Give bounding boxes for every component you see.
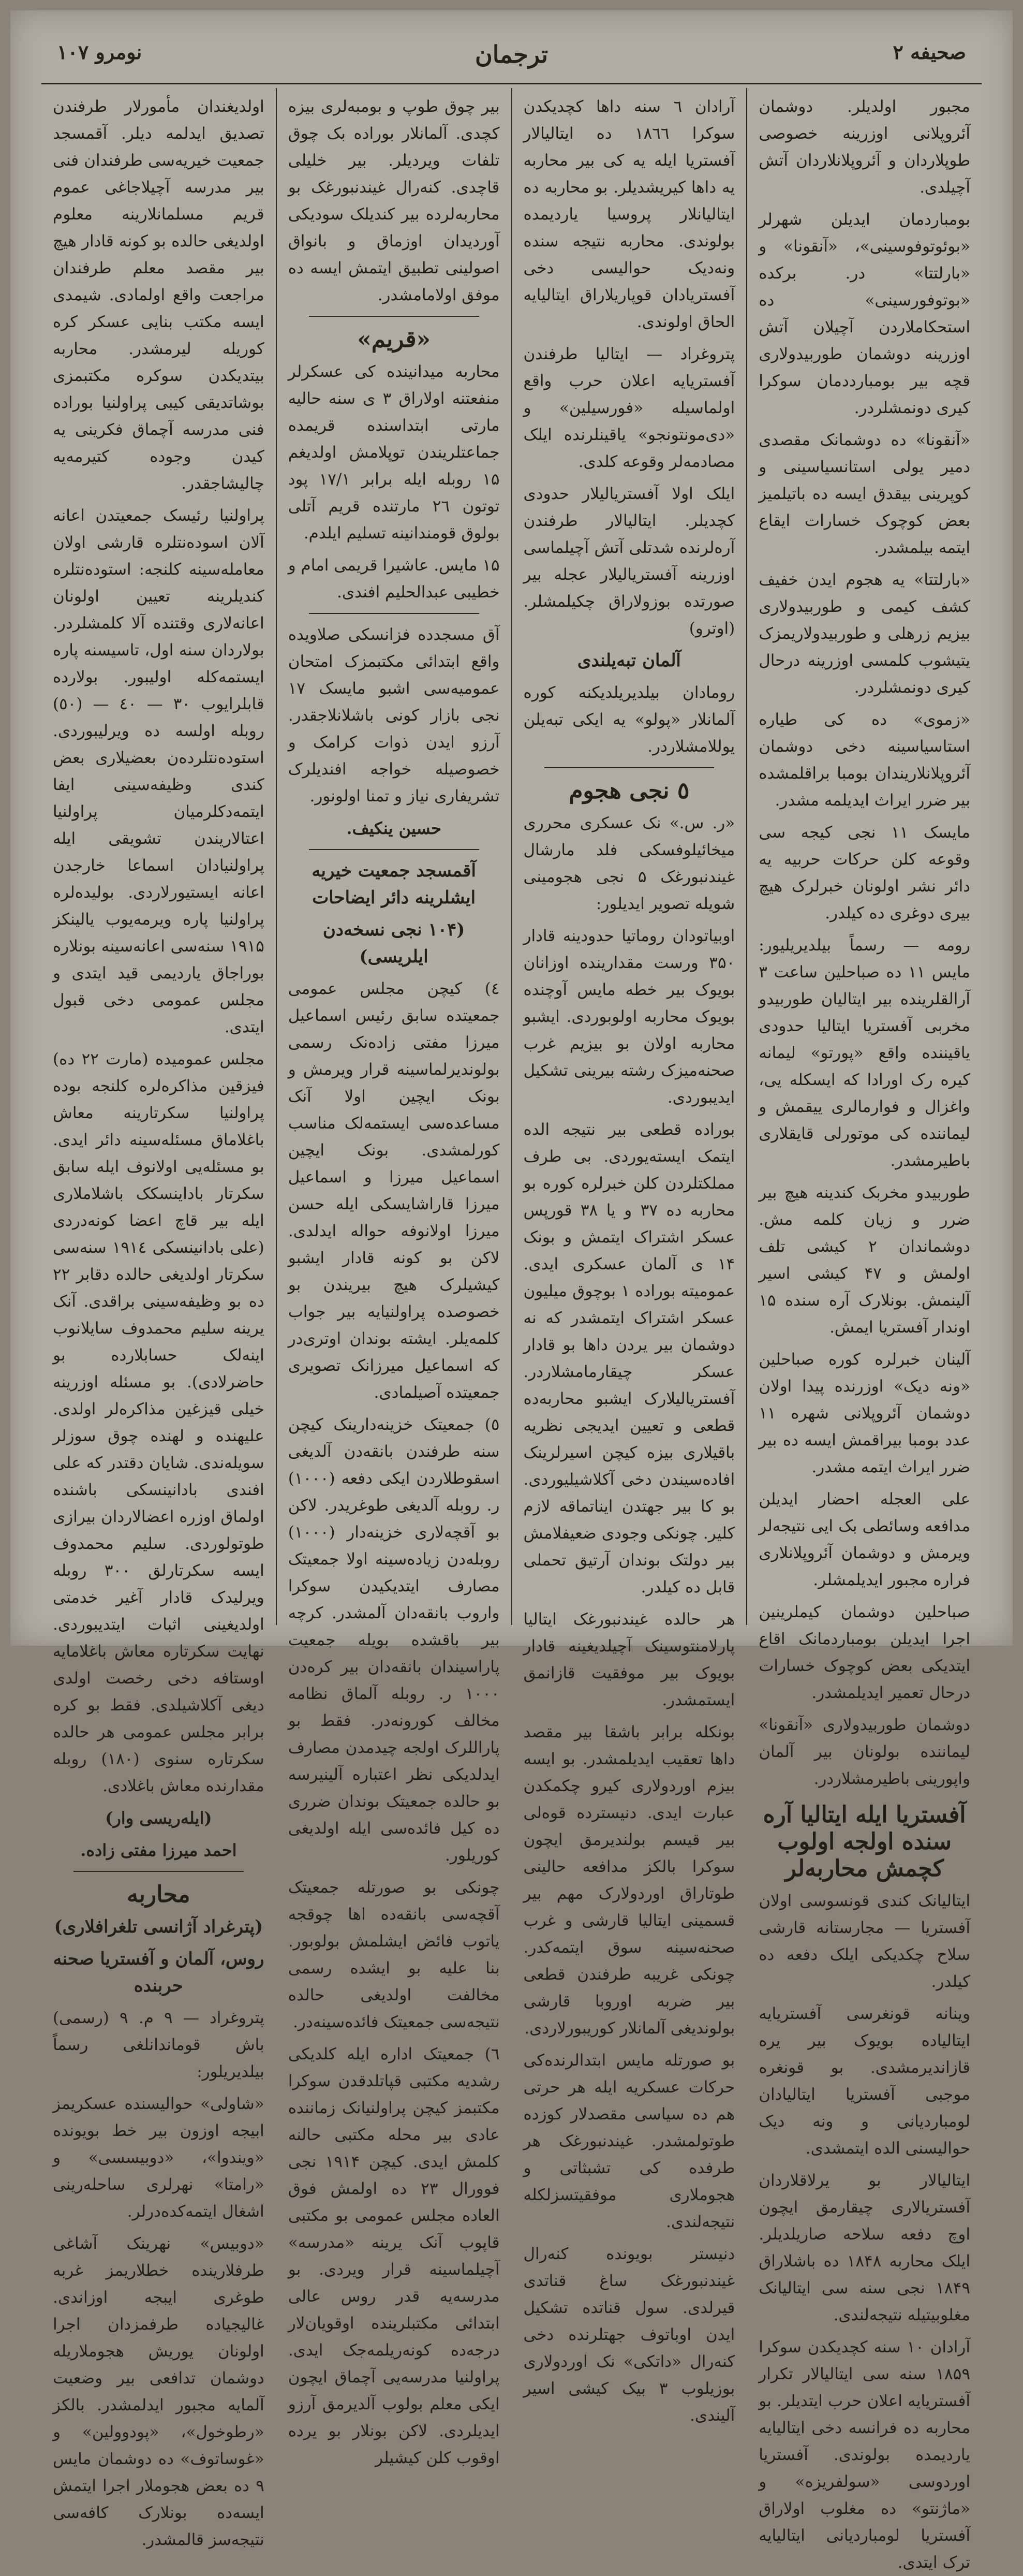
column-2 <box>511 88 747 2425</box>
section-title: آقمسجد جمعیت خیریه ایشلرینه دائر ایضاحات <box>312 860 476 908</box>
article-paragraph: بومباردمان ایدیلن شهرلر «بوئوتوفوسینی»، «آنقونا» و «بارلتتا» در. برکده «بوتوفورسینی» ده استحکاملاردن آچیلان آتش اوزرینه دوشمان طوربیدولاری قچه بیر بومبارددمان سوکرا کیری دونمشلردر. <box>759 210 970 417</box>
notice-paragraph: آق مسجدده فزانسکی صلاویده واقع ابتدائی مکتبمزک امتحان عمومیه‌سی اشبو مایسک ۱۷ نجی بازار کونی باشلانلاجقدر. آرزو ایدن ذوات کرامک و خصوصیله خواجه افندیلرک تشریفاری نیاز و تمنا اولونور. <box>288 625 500 806</box>
column-3 <box>276 88 511 2467</box>
article-paragraph: «زموی» ده کی طیاره استاسیاسینه دخی دوشمان آئروپلانلاریندان بومبا براقلمشده بیر ضرر ایراث ایدیلمه مشدر. <box>759 710 970 810</box>
article-paragraph: ایتالیالار بو یرلاقلاردان آفستریالاری چیقارمق ایچون اوچ دفعه سلاحه صاریلدیلر. ایلک محاربه ۱۸۴۸ ده باشلاراق ۱۸۴۹ نجی سنه سی ایتالیانک مغلوبیتیله نتیجه‌لندی. <box>759 2171 970 2324</box>
article-paragraph: چونکی بو صورتله جمعیتک آقچه‌سی بانقه‌ده اها چوقجه یاتوب فائض ایشلمش بولوبور. بنا علیه بو ایشده رسمی مخالفت اولدیغی حالده نتیجه‌سی جمعیتک فائده‌سینه‌در. <box>288 1878 500 2031</box>
section-title: آفستریا ایله ایتالیا آره سنده اولجه اولوب کچمش محاربه‌لر <box>763 1802 966 1882</box>
page-header <box>41 26 982 84</box>
column-1 <box>746 88 982 2572</box>
newspaper-title: ترجمان <box>475 40 548 68</box>
column-4 <box>41 88 276 2549</box>
columns <box>41 88 982 2572</box>
article-paragraph: «بارلتتا» یه هجوم ایدن خفیف کشف کیمی و طوربیدولاری بیزیم زرهلی و طوربیدولاریمزک یتیشوب کلمسی اوزرینه درحال کیری دونمشلردر. <box>759 570 970 697</box>
article-paragraph: هر حالده غیندنبورغک ایتالیا پارلامنتوسینک آچیلدیغینه قادار بویوک بیر موفقیت قازانمق ایستمشدر. <box>523 1610 735 1709</box>
divider <box>309 613 479 614</box>
article-paragraph: علی العجله احضار ایدیلن مدافعه وسائطی بک ایی نتیجه‌لر ویرمش و دوشمان آئروپلانلاری فراره مجبور ایدیلمشلر. <box>759 1490 970 1589</box>
article-paragraph: اوبیاتودان روماتیا حدودینه قادار ۳۵۰ ورست مقدارینده اوزانان بویوک بیر خطه مایس آوچنده بویوک محاربه اولوبوردی. ایشبو محاربه اولان بو بیزیم غرب صحنه‌میزک رشته بیرینی تشکیل ایدیبوردی. <box>523 927 735 1107</box>
article-paragraph: بوراده قطعی بیر نتیجه الده ایتمک ایسته‌یوردی. بی طرف مملکتلردن کلن خبرلره کوره بو محاربه ده ۳۷ و یا ۳۸ قورپس عسکر اشتراک ایتمش و بونک ۱۴ ی آلمان عسکری ایدی. عمومیته بوراده ۱ بوچوق میلیون عسکر اشتراک ایتمشدر که نه دوشمان بیر یردن داها بو قادار عسکر چیقارمامشلاردر. آفستریالیلارک ایشبو محاربه‌ده قطعی و تعیین ایدیجی نظریه باقیلاری بیزه کیچن اسیرلرینک افاده‌سیندن دخی آکلاشیلیوردی. بو کا بیر جهتدن ایناتماقه لازم کلیر. چونکی وجودی ضعیفلامش بیر دولتک بوندان آرتیق تحملی قابل ده کیلدر. <box>523 1120 735 1597</box>
article-paragraph: ایتالیانک کندی قونسوسی اولان آفستریا — مجارستانه قارشی سلاح چکدیکی ایلک دفعه ده کیلدر. <box>759 1892 970 1991</box>
article-paragraph: اولدیغندان مأمورلار طرفندن تصدیق ایدلمه دیلر. آقمسجد جمعیت خیریه‌سی طرفندان فنی بیر مدرسه آچیلاجاغی عموم قریم مسلمانلارینه معلوم اولدیغی حالده بو کونه قادار هیچ بیر مقصد معلم طرفندان مراجعت واقع اولمادی. شیمدی ایسه مکتب بنایی عسکر کره کوریله لیرمشدر. محاربه بیتدیکدن سوکره مکتبمزی بوشاتدیقی کیبی پراولنیا بوراده فنی مدرسه آچماق فکرینی یه کیدن وجوده کتیرمه‌یه چالیشاجقدر. <box>53 97 264 493</box>
article-paragraph: «دوبیس» نهرینک آشاغی طرفلارینده خطلاریمز غربه طوغری ایبجه اوزاندی. غالیجیاده طرفمزدان اجرا اولونان یوریش هجوملاریله دوشمان تدافعی بیر وضعیت آلمایه مجبور ایدلمشدر. بالکز «رطوخول»، «پودوولین» و «غوساتوف» ده دوشمان مایس ۹ ده بعض هجوملار اجرا ایتمش ایسه‌ده بونلارک کافه‌سی نتیجه‌سز قالمشدر. <box>53 2234 264 2549</box>
article-paragraph: آرادان ٦ سنه داها کچدیکدن سوکرا ۱۸٦٦ ده ایتالیالار آفستریا ایله یه کی بیر محاربه یه داها کیریشدیلر. بو محاربه ده ایتالیانلار پروسیا یاردیمده بولوندی. محاربه نتیجه سنده ونه‌دیک حوالیسی دخی آفستریادان قوپاریلاراق ایتالیایه الحاق اولوندی. <box>523 97 735 331</box>
notice-signature: حسین ینکیف. <box>346 818 441 838</box>
issue-number: نومرو ١٠٧ <box>57 40 142 64</box>
article-paragraph: دوشمان طوربیدولاری «آنقونا» لیماننده بولونان بیر آلمان واپورینی باطیرمشلاردر. <box>759 1716 970 1788</box>
article-paragraph: دنیستر بویونده کنه‌رال غیندنبورغک ساغ قناتدی قیرلدی. سول قناتده تشکیل ایدن اوباتوف جهتلرنده دخی کنه‌رال «داتکی» نک اوردولاری بوزیلوب ۳ بیک کیشی اسیر آلیندی. <box>523 2245 735 2425</box>
article-paragraph: وینانه قونغرسی آفستریایه ایتالیاده بویوک بیر یره قازاندیرمشدی. بو قونغره موجبی آفستریا ایتالیادان لومباردیانی و ونه دیک حوالیسنی الده ایتمشدی. <box>759 2004 970 2158</box>
article-paragraph: آرادان ۱۰ سنه کچدیکدن سوکرا ۱۸۵۹ سنه سی ایتالیالار تکرار آفستریایه اعلان حرب ایتدیلر. بو محاربه ده فرانسه دخی ایتالیایه یاردیمده بولوندی. آفستریا اوردوسی «سولفریزه» و «ماژنتو» ده مغلوب اولاراق آفستریا لومباردیانی ایتالیایه ترک ایتدی. <box>759 2338 971 2572</box>
article-paragraph: ایلک اولا آفستریالیلار حدودی کچدیلر. ایتالیالار طرفندن آره‌لرنده شدتلی آتش آچیلماسی اوزرینه آفستریالیلار عجله بیر صورتده بوزولاراق چکیلمشلر. (اوترو) <box>523 485 735 638</box>
sub-title: آلمان تبه‌یلندی <box>577 650 681 671</box>
article-paragraph: مجلس عمومیده (مارت ۲۲ ده) فیزقین مذاکره‌لره کلنجه بوده پراولنیا سکرتارینه معاش باغلاماق مسئله‌سینه دائر ایدی. بو مسئله‌یی اولانوف ایله سابق سکرتار باداینسکک باشلاملاری ایله بیر قاچ اعضا کونه‌دردی (علی بادانینسکی ۱۹۱٤ سنه‌سی سکرتار اولدیغی حالده دقابر ۲۲ ده بو وظیفه‌سینی براقدی. آنک یرینه سلیم محمدوف سایلانوب اینه‌لک حسابلارده بو حاضرلادی). بو مسئله اوزرینه خیلی قیزغین مذاکره‌لر اولدی. علیهنده و لهنده چوق سوزلر سویله‌ندی. شایان دقتدر که علی افندی بادانینسکی باشنده اولماق اوزره اعضالاردان بیرازی طوتولوردی. سلیم محمدوف ایسه سکرتارلق ۳۰۰ روبله ویرلیدک قادار آغیر خدمتی اولدیغینی اثبات ایتدیبوردی. نهایت سکرتاره معاش باغلامایه اوستافه دخی رخصت اولدی دیغی آکلاشیلدی. فقط بو کره برابر مجلس عمومی هر حالده سکرتاره سنوی (۱۸۰) روبله مقدارنده معاش باغلادی. <box>53 1050 264 1795</box>
continued-note: (ایله‌ریسی وار) <box>105 1808 212 1828</box>
article-paragraph: مجبور اولدیلر. دوشمان آئروپلانی اوزرینه خصوصی طوپلاردان و آئروپلانلاردان آتش آچیلدی. <box>759 97 970 197</box>
page-label: صحیفه ۲ <box>893 40 966 64</box>
article-paragraph: رومه — رسماً بیلدیریلیور: مایس ۱۱ ده صباحلین ساعت ۳ آرالقلرینده بیر ایتالیان طوربیدو مخربی آفستریا ایتالیا حدودی یاقیننده واقع «پورتو» لیمانه کیره رک اورادا که ایسکله یی، واغزال و فوارمالری ییقمش و لیماننده کی موتورلی قایقلاری باطیرمشدر. <box>759 936 970 1170</box>
article-paragraph: پتروغراد — ۹ م. ۹ (رسمی) باش قوماندانلغی رسماً بیلدیریلور: <box>53 2009 264 2081</box>
article-paragraph: ٦) جمعیتک اداره ایله کلدیکی رشدیه مکتبی قپاتلدقدن سوکرا مکتبمز کیچن پراولنیانک زماننده عادی بیر محله مکتبی حالنه کلمش ایدی. کیچن ۱۹۱۴ نجی فوورال ۲۳ ده اولمش فوق العاده مجلس عمومی بو مکتبی قاپوب آنک یرینه «مدرسه» آچیلماسینه قرار ویردی. بو مدرسه‌یه قدر روس عالی ابتدائی مکتبلرینده اوقویان‌لار درجه‌ده کونه‌ریلمه‌جک ایدی. پراولنیا مدرسه‌یی آچماق ایچون ایکی معلم بولوب آلدیرمق آرزو ایدیلردی. لاکن بونلار بو یرده اوقوب کلن کیشیلر <box>288 2045 500 2467</box>
section-subtitle: (۱۰۴ نجی نسخه‌دن ایلریسی) <box>322 919 465 967</box>
article-paragraph: بونکله برابر باشقا بیر مقصد داها تعقیب ایدیلمشدر. بو ایسه بیزم اوردولاری کیرو چکمکدن عبارت ایدی. دنیسترده قوه‌لی بیر قیسم بولندیرمق ایچون سوکرا بالکز مدافعه حالینی طوتاراق اوردولارک مهم بیر قسمینی ایتالیا قارشی و غرب صحنه‌سینه سوق ایتمه‌کدر. چونکی غریبه طرفندن قطعی بیر ضربه اوروبا قارشی بولوندیغی آلمانلار کوریبورلاردی. <box>523 1723 735 2038</box>
article-paragraph: محاربه میدانینده کی عسکرلر منفعتنه اولاراق ۳ ی سنه حالیه مارتی ابتداسنده قریمده جماعتلریندن توپلامش اولدیغم ۱۵ روبله ایله برابر ۱۷/۱ پود توتون ۲٦ مارتنده قریم آتلی بولوق قومندانینه تسلیم ایلدم. <box>288 362 500 543</box>
article-paragraph: پراولنیا رئیسک جمعیتدن اعانه آلان اسوده‌نتلره قارشی اولان معامله‌سینه کلنجه: استوده‌نتلره کندیلرینه تعیین اولونان اعانه‌لاری وقتنده آلا کلمشلردر. بولاردان سنه اول، تاسیسنه پاره ایستمه‌کله اولیبور. بولارده قابلرایوب ۳۰ — ٤۰ — (٥۰) روبله اولسه ده ویرلیبوردی. استوده‌نتلرده‌ن بعضیلاری بعض کندی وظیفه‌سینی ایفا ایتمه‌دکلرمیان پراولنیا اعتالاریندن تشویقی ایله پراولنیادان اسماعا خارجدن اعانه ایستیورلاردی. بولیده‌لره پراولنیا پاره ویرمه‌یوب یالینکز ۱۹۱۵ سنه‌سی اعانه‌سینه بونلاره بوراجاق یاردیمی قید ایتدی و مجلس عمومی دخی قبول ایتدی. <box>53 506 264 1036</box>
section-title: ٥ نجی هجوم <box>569 778 690 804</box>
article-paragraph: مایسک ۱۱ نجی کیجه سی وقوعه کلن حرکات حربیه یه دائر نشر اولونان خبرلرک هیچ بیری دوغری ده کیلدر. <box>759 823 970 923</box>
divider <box>309 316 479 317</box>
section-title: «قریم» <box>357 326 431 353</box>
article-paragraph: «آنقونا» ده دوشمانک مقصدی دمیر یولی استانسیاسینی و کوپرینی بیقدق ایسه ده باتیلمیز بعض کوچوک خسارات ایقاع ایتمه بیلمشدر. <box>759 431 970 557</box>
article-paragraph: بو صورتله مایس ابتدالرنده‌کی حرکات عسکریه ایله هر حرتی هم ده سیاسی مقصدلار کوزده طوتولمشدر. غیندنبورغک هر طرفده کی تشبثاتی و هجوملاری موفقیتسزلکله نتیجه‌لندی. <box>523 2051 735 2231</box>
article-paragraph: بیر چوق طوپ و بومبه‌لری بیزه کچدی. آلمانلار بوراده بک چوق تلفات ویردیلر. بیر خلیلی قاچدی. کنه‌رال غیندنبورغک بو محاربه‌لرده بیر کندیلک سودیکی آوردیدان اوزماق و بانواق اصولینی تطبیق ایتمش ایسه ده موفق اولامامشدر. <box>288 97 500 304</box>
article-paragraph: ٥) جمعیتک خزینه‌دارینک کیچن سنه طرفندن بانقه‌دن آلدیغی اسقوطلاردن ایکی دفعه (۱۰۰۰) ر. روبله آلدیغی طوغریدر. لاکن بو آقچه‌لاری خزینه‌دار (۱۰۰۰) روبله‌دن زیاده‌سینه اولا جمعیتک مصارف ایتدیکیدن سوکرا واروب بانقه‌دان آلمشدر. کرچه بیر باقشده بویله جمعیت پاراسیندان بانقه‌دان بیر کره‌دن ۱۰۰۰ ر. روبله آلماق نظامه مخالف کورونه‌در. فقط بو پاراللرک اولجه چیدمدن مصارف ایدلدیکی نظر اعتباره آلینیرسه بو حالده جمعیتک بوندان ضرری ده کیل فائده‌سی ایله اولدیغی کوریلور. <box>288 1415 500 1865</box>
article-paragraph: رومادان بیلدیریلدیکنه کوره آلمانلار «پولو» یه ایکی تبه‌یلن یوللامشلاردر. <box>523 683 735 756</box>
article-paragraph: ٤) کیچن مجلس عمومی جمعیتده سابق رئیس اسماعیل میرزا مفتی زاده‌نک رسمی بولوندیرلماسینه قرار ویرمش و بونک ایچین اولا آنک مساعده‌سی ایستمه‌لک مناسب کورلمشدی. بونک ایچین اسماعیل میرزا و اسماعیل میرزا قاراشایسکی ایله حسن میرزا اولانوفه حواله ایدلدی. لاکن بو کونه قادار ایشبو کیشیلرک هیچ بیریندن بو خصوصده پراولنیایه بیر جواب کلمه‌یلر. ایشته بوندان اوتری‌در که اسماعیل میرزانک تصویری جمعیتده آصیلمادی. <box>288 979 500 1402</box>
article-paragraph: «ر. س.» نک عسکری محرری میخائیلوفسکی فلد مارشال غیندنبورغک ۵ نجی هجومینی شویله تصویر ایدیلور: <box>523 814 735 913</box>
article-paragraph: پتروغراد — ایتالیا طرفندن آفستریایه اعلان حرب واقع اولماسیله «فورسیلین» و «دی‌مونتونجو» یاقینلرنده ایلک مصادمه‌لر وقوعه کلدی. <box>523 345 735 471</box>
article-paragraph: صباحلین دوشمان کیملرینین اجرا ایدیلن بومباردمانک اقاع ایتدیکی بعض کوچوک خسارات درحال تعمیر ایدیلمشدر. <box>759 1603 970 1702</box>
sub-title: روس، آلمان و آفستریا صحنه حربنده <box>53 1949 264 1996</box>
article-paragraph: طوربیدو مخربک کندینه هیچ بیر ضرر و زیان کلمه مش. دوشماندان ۲ کیشی تلف اولمش و ۴۷ کیشی اسیر آلینمش. بونلارک آره سنده ۱۵ اوندار آفستریا ایمش. <box>759 1183 971 1337</box>
section-title: محاربه <box>127 1881 190 1908</box>
divider <box>309 849 479 850</box>
divider <box>73 1871 244 1872</box>
article-paragraph: آلینان خبرلره کوره صباحلین «ونه دیک» اوزرنده پیدا اولان دوشمان آئروپلانی شهره ۱۱ عدد بومبا بیراقمش ایسه ده بیر ضرر ایراث ایتمه مشدر. <box>759 1350 970 1476</box>
section-subtitle: (پترغراد آژانسی تلغرافلاری) <box>54 1916 263 1937</box>
article-paragraph: ۱۵ مایس. عاشیرا قریمی امام و خطیبی عبدالحلیم افندی. <box>288 556 500 602</box>
divider <box>544 767 715 768</box>
newspaper-page <box>10 10 1013 2572</box>
article-signature: احمد میرزا مفتی زاده. <box>80 1840 237 1860</box>
article-paragraph: «شاولی» حوالیسنده عسکریمز ابیجه اوزون بیر خط بویونده «ویندوا»، «دوبیسسی» و «رامتا» نهرلری ساحله‌رینی اشغال ایتمه‌کده‌درلر. <box>53 2095 264 2221</box>
